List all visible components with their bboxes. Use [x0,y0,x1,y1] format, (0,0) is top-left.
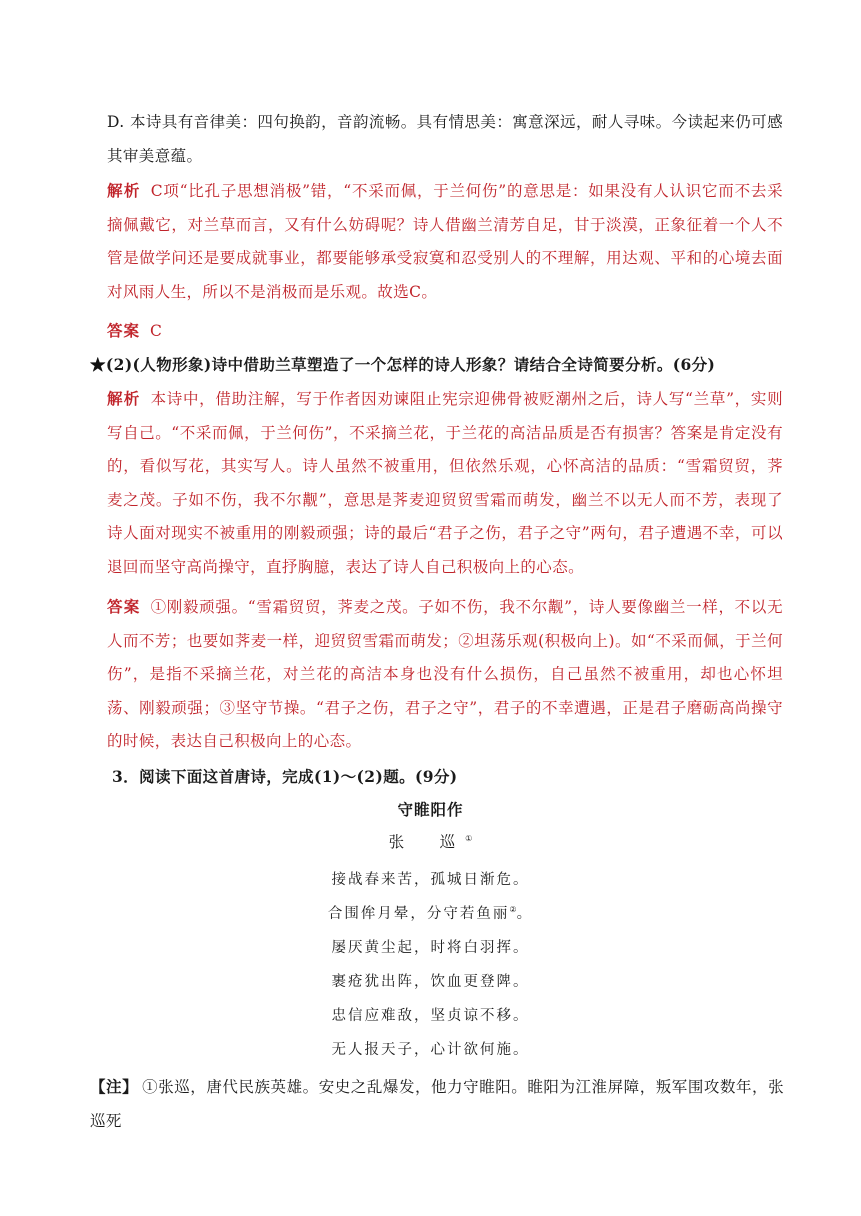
analysis-1 [107,174,783,309]
answer-2-text: ①刚毅顽强。“雪霜贸贸，荠麦之茂。子如不伤，我不尔觏”，诗人要像幽兰一样，不以无人而不芳；也要如荠麦一样，迎贸贸雪霜而萌发；②坦荡乐观(积极向上)。如“不采而佩，于兰何伤”，是指不采摘兰花，对兰花的高洁本身也没有什么损伤，自己虽然不被重用，却也心怀坦荡、刚毅顽强；③坚守节操。“君子之伤，君子之守”，君子的不幸遭遇，正是君子磨砺高尚操守的时候，表达自己积极向上的心态。 [107,598,783,750]
option-d [107,106,783,173]
poem-line: 合围侔月晕，分守若鱼丽②。 [327,905,534,922]
poem-author [0,830,861,852]
answer-1-text: C [150,322,163,340]
answer-2 [107,590,783,759]
analysis-2-text: 本诗中，借助注解，写于作者因劝谏阻止宪宗迎佛骨被贬潮州之后，诗人写“兰草”，实则写自己。“不采而佩，于兰何伤”，不采摘兰花，于兰花的高洁品质是否有损害？答案是肯定没有的，看似写花，其实写人。诗人虽然不被重用，但依然乐观，心怀高洁的品质：“雪霜贸贸，荠麦之茂。子如不伤，我不尔觏”，意思是荠麦迎贸贸雪霜而萌发，幽兰不以无人而不芳，表现了诗人面对现实不被重用的刚毅顽强；诗的最后“君子之伤，君子之守”两句，君子遭遇不幸，可以退回而坚守高尚操守，直抒胸臆，表达了诗人自己积极向上的心态。 [107,390,783,576]
poem-line: 接战春来苦，孤城日渐危。 [331,872,530,888]
answer-2-label: 答案 [107,597,141,616]
answer-1 [107,314,783,349]
footnote-text: ①张巡，唐代民族英雄。安史之乱爆发，他力守睢阳。睢阳为江淮屏障，叛军围攻数年，张巡死 [90,1078,784,1130]
analysis-1-label: 解析 [107,181,141,200]
answer-1-label: 答案 [107,321,141,340]
poem-line: 忠信应难敌，坚贞谅不移。 [331,1008,530,1024]
poem-line-note: ② [509,905,517,915]
poem-author-name: 张 巡 [388,833,466,851]
footnote-label: 【注】 [90,1077,139,1096]
question-2-text: (2)(人物形象)诗中借助兰草塑造了一个怎样的诗人形象？请结合全诗简要分析。(6分) [105,355,716,374]
poem-line: 无人报天子，心计欲何施。 [331,1042,530,1058]
analysis-1-text: C项“比孔子思想消极”错，“不采而佩，于兰何伤”的意思是：如果没有人认识它而不去采摘佩戴它，对兰草而言，又有什么妨碍呢？诗人借幽兰清芳自足，甘于淡漠，正象征着一个人不管是做学问还是要成就事业，都要能够承受寂寞和忍受别人的不理解，用达观、平和的心境去面对风雨人生，所以不是消极而是乐观。故选C。 [107,182,783,301]
footnote [90,1070,784,1138]
question-3 [112,760,788,794]
analysis-2 [107,382,783,584]
question-2 [90,348,790,382]
analysis-2-label: 解析 [107,389,141,408]
poem-title: 守睢阳作 [397,800,464,819]
poem-line: 裹疮犹出阵，饮血更登陴。 [331,974,530,990]
star-icon: ★ [90,355,106,374]
option-d-text: 本诗具有音律美：四句换韵，音韵流畅。具有情思美：寓意深远，耐人寻味。今读起来仍可感其审美意蕴。 [107,113,783,165]
poem-line: 屡厌黄尘起，时将白羽挥。 [331,940,530,956]
question-3-text: 3．阅读下面这首唐诗，完成(1)～(2)题。(9分) [112,767,458,786]
poem-author-note: ① [465,833,473,843]
option-d-label: D. [107,113,125,131]
